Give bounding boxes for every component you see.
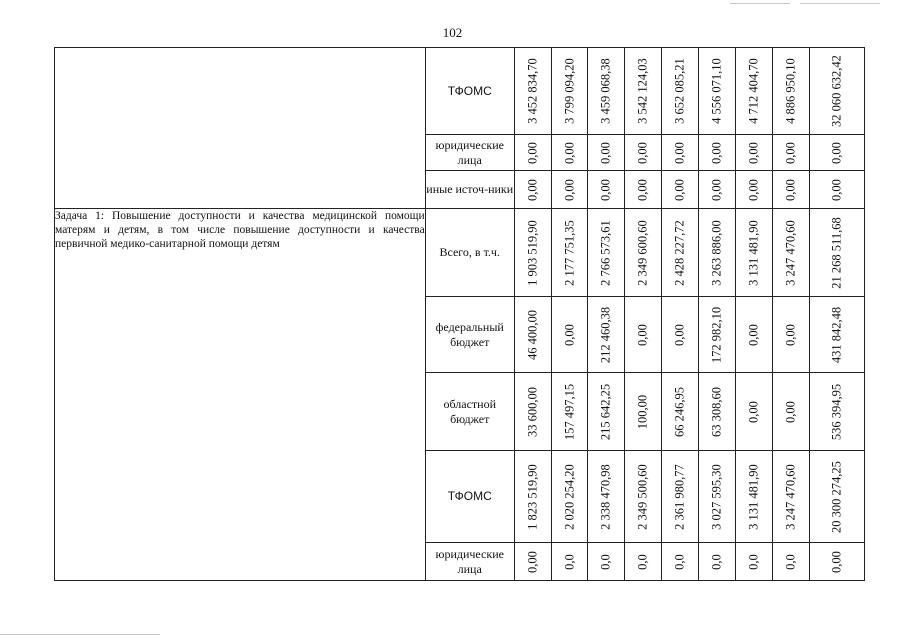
value-text: 212 460,38	[598, 306, 613, 363]
value-cell	[809, 171, 864, 209]
value-cell	[699, 48, 736, 135]
value-text: 0,0	[598, 553, 613, 570]
value-cell	[588, 209, 625, 297]
value-text: 215 642,25	[598, 383, 613, 440]
value-cell	[514, 451, 551, 543]
value-cell	[772, 48, 809, 135]
task-description: Задача 1: Повышение доступности и качества медицинской помощи матерям и детям, в том числе повышение доступности и качества первичной медико-санитарной помощи детям	[55, 209, 426, 581]
value-cell	[551, 209, 588, 297]
value-text: 0,0	[562, 553, 577, 570]
page-number: 102	[442, 25, 463, 40]
value-cell	[735, 373, 772, 451]
value-text: 100,00	[635, 394, 650, 429]
value-text: 2 349 600,60	[635, 219, 650, 286]
value-text: 0,00	[783, 323, 798, 346]
value-cell	[662, 451, 699, 543]
value-cell	[699, 171, 736, 209]
value-text: 431 842,48	[829, 306, 844, 363]
value-cell	[772, 171, 809, 209]
value-text: 0,00	[525, 178, 540, 201]
value-cell	[809, 48, 864, 135]
value-cell	[735, 543, 772, 581]
value-cell	[551, 373, 588, 451]
value-text: 2 766 573,61	[598, 219, 613, 286]
description-cell-empty	[55, 48, 426, 209]
value-cell	[514, 135, 551, 171]
value-text: 0,00	[672, 323, 687, 346]
value-text: 0,00	[829, 178, 844, 201]
value-cell	[551, 171, 588, 209]
value-cell	[514, 48, 551, 135]
value-cell	[514, 171, 551, 209]
value-cell	[551, 48, 588, 135]
value-text: 33 600,00	[525, 386, 540, 437]
value-text: 2 020 254,20	[562, 463, 577, 530]
table-row	[55, 48, 865, 135]
value-text: 1 823 519,90	[525, 463, 540, 530]
value-text: 0,00	[709, 141, 724, 164]
value-text: 0,0	[709, 553, 724, 570]
value-text: 0,00	[598, 141, 613, 164]
value-cell	[588, 48, 625, 135]
value-text: 0,00	[635, 178, 650, 201]
funding-source-cell: Всего, в т.ч.	[425, 209, 514, 297]
value-text: 3 027 595,30	[709, 463, 724, 530]
value-cell	[772, 135, 809, 171]
value-text: 0,00	[783, 400, 798, 423]
value-cell	[588, 543, 625, 581]
funding-source-cell: федеральный бюджет	[425, 297, 514, 373]
scan-line-bottom	[0, 634, 160, 635]
value-cell	[625, 451, 662, 543]
value-text: 3 263 886,00	[709, 219, 724, 286]
value-cell	[551, 543, 588, 581]
value-text: 3 131 481,90	[746, 463, 761, 530]
funding-source-cell: областной бюджет	[425, 373, 514, 451]
value-cell	[809, 297, 864, 373]
value-text: 172 982,10	[709, 306, 724, 363]
value-text: 3 247 470,60	[783, 219, 798, 286]
value-text: 4 886 950,10	[783, 58, 798, 124]
value-cell	[735, 171, 772, 209]
value-text: 0,00	[525, 141, 540, 164]
value-text: 0,00	[635, 323, 650, 346]
value-cell	[662, 373, 699, 451]
value-cell	[699, 451, 736, 543]
value-cell	[662, 135, 699, 171]
value-cell	[625, 297, 662, 373]
value-cell	[699, 297, 736, 373]
funding-table	[54, 47, 865, 581]
value-cell	[735, 48, 772, 135]
value-cell	[699, 209, 736, 297]
funding-source-cell: иные источ-ники	[425, 171, 514, 209]
value-text: 3 131 481,90	[746, 219, 761, 286]
value-cell	[625, 209, 662, 297]
value-text: 4 556 071,10	[709, 58, 724, 124]
value-text: 0,00	[746, 141, 761, 164]
scan-line-top	[730, 3, 790, 4]
value-text: 3 652 085,21	[672, 58, 687, 124]
value-text: 20 300 274,25	[829, 460, 844, 533]
value-text: 0,0	[746, 553, 761, 570]
value-text: 2 349 500,60	[635, 463, 650, 530]
value-cell	[625, 543, 662, 581]
value-text: 0,00	[562, 178, 577, 201]
value-cell	[735, 135, 772, 171]
value-cell	[662, 543, 699, 581]
value-cell	[551, 297, 588, 373]
funding-source-cell: юридические лица	[425, 543, 514, 581]
value-text: 2 428 227,72	[672, 219, 687, 286]
value-text: 4 712 404,70	[746, 58, 761, 124]
value-text: 0,00	[829, 141, 844, 164]
value-cell	[809, 135, 864, 171]
value-text: 2 338 470,98	[598, 463, 613, 530]
value-cell	[662, 48, 699, 135]
value-text: 0,00	[746, 323, 761, 346]
value-cell	[588, 373, 625, 451]
value-text: 0,00	[672, 178, 687, 201]
value-cell	[662, 209, 699, 297]
value-text: 1 903 519,90	[525, 219, 540, 286]
value-cell	[588, 171, 625, 209]
value-cell	[514, 209, 551, 297]
value-text: 0,00	[562, 141, 577, 164]
value-cell	[699, 373, 736, 451]
value-text: 2 361 980,77	[672, 463, 687, 530]
value-cell	[735, 451, 772, 543]
value-text: 0,00	[746, 178, 761, 201]
value-cell	[625, 135, 662, 171]
value-text: 63 308,60	[709, 386, 724, 437]
table-row	[55, 209, 865, 297]
value-text: 66 246,95	[672, 386, 687, 437]
value-text: 46 400,00	[525, 309, 540, 360]
value-text: 2 177 751,35	[562, 219, 577, 286]
value-text: 0,0	[635, 553, 650, 570]
value-cell	[514, 543, 551, 581]
value-cell	[588, 135, 625, 171]
funding-source-cell: ТФОМС	[425, 451, 514, 543]
value-text: 3 452 834,70	[525, 58, 540, 124]
value-cell	[772, 373, 809, 451]
value-text: 0,00	[562, 323, 577, 346]
value-text: 0,0	[783, 553, 798, 570]
value-text: 0,00	[672, 141, 687, 164]
value-text: 0,00	[709, 178, 724, 201]
value-text: 157 497,15	[562, 383, 577, 440]
value-cell	[772, 297, 809, 373]
value-cell	[809, 543, 864, 581]
value-cell	[662, 297, 699, 373]
value-cell	[588, 451, 625, 543]
value-cell	[735, 209, 772, 297]
value-text: 536 394,95	[829, 383, 844, 440]
value-text: 0,00	[635, 141, 650, 164]
value-cell	[699, 543, 736, 581]
value-cell	[514, 373, 551, 451]
value-cell	[809, 209, 864, 297]
value-text: 3 799 094,20	[562, 58, 577, 124]
funding-source-cell: ТФОМС	[425, 48, 514, 135]
value-text: 21 268 511,68	[829, 216, 844, 289]
value-text: 0,0	[672, 553, 687, 570]
value-cell	[662, 171, 699, 209]
value-cell	[772, 209, 809, 297]
value-text: 3 542 124,03	[635, 58, 650, 124]
value-text: 3 247 470,60	[783, 463, 798, 530]
value-cell	[809, 451, 864, 543]
value-text: 0,00	[746, 400, 761, 423]
value-cell	[551, 135, 588, 171]
value-cell	[735, 297, 772, 373]
value-cell	[625, 171, 662, 209]
value-text: 32 060 632,42	[829, 55, 844, 127]
value-text: 0,00	[598, 178, 613, 201]
value-cell	[772, 543, 809, 581]
value-cell	[809, 373, 864, 451]
value-text: 3 459 068,38	[598, 58, 613, 124]
scan-line-top	[800, 3, 880, 4]
value-cell	[625, 373, 662, 451]
value-cell	[699, 135, 736, 171]
value-text: 0,00	[829, 550, 844, 573]
value-cell	[588, 297, 625, 373]
value-cell	[772, 451, 809, 543]
value-text: 0,00	[525, 550, 540, 573]
funding-source-cell: юридические лица	[425, 135, 514, 171]
value-cell	[551, 451, 588, 543]
value-text: 0,00	[783, 141, 798, 164]
value-cell	[625, 48, 662, 135]
value-cell	[514, 297, 551, 373]
value-text: 0,00	[783, 178, 798, 201]
